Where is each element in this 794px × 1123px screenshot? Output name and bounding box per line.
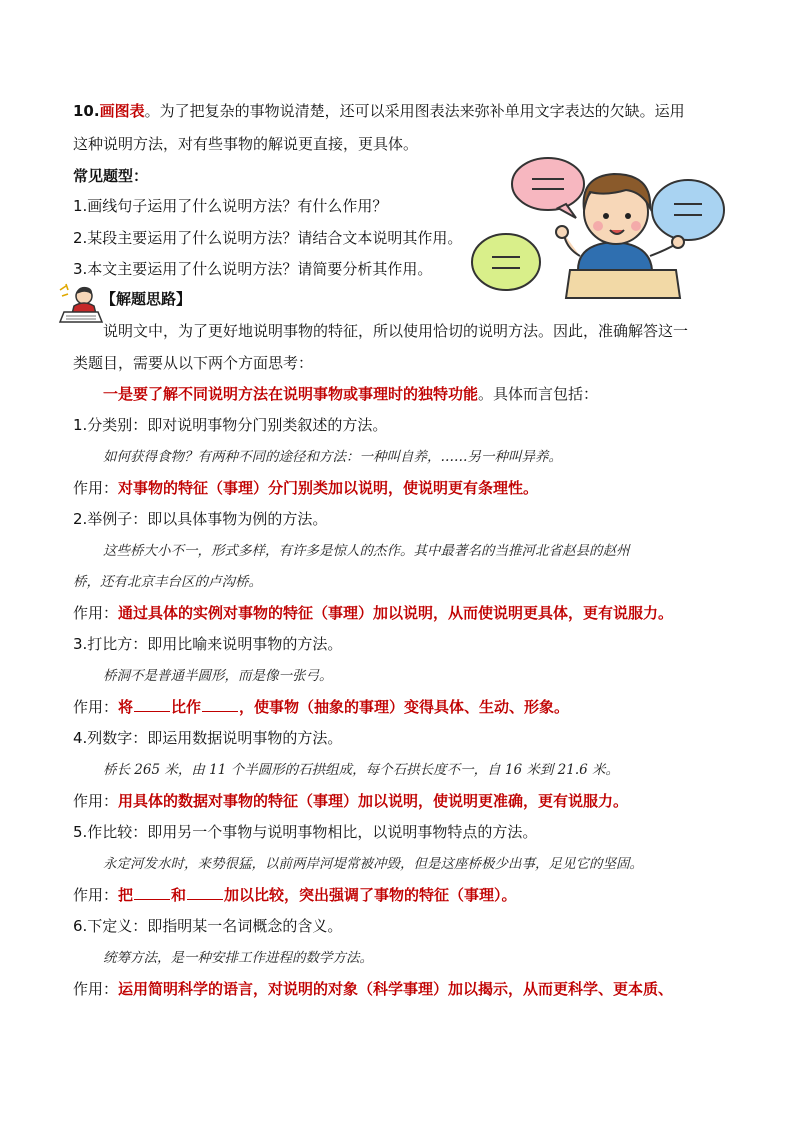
fill-blank [202,697,238,712]
method-1-example: 如何获得食物？有两种不同的途径和方法：一种叫自养，……另一种叫异养。 [103,449,562,465]
method-3-title: 3.打比方：即用比喻来说明事物的方法。 [73,635,343,653]
method-5-effect [73,885,517,905]
point-1-rest: 。具体而言包括： [478,385,599,403]
method-5-example: 永定河发水时，来势很猛，以前两岸河堤常被冲毁，但是这座桥极少出事，足见它的坚固。 [103,856,643,872]
method-3-effect [73,697,569,717]
solution-heading: 【解题思路】 [101,290,192,308]
method-5-effect-c: 加以比较，突出强调了事物的特征（事理）。 [224,886,517,904]
method-1-effect [73,478,538,498]
intro-number: 10. [73,102,100,120]
method-1-effect-text: 对事物的特征（事理）分门别类加以说明，使说明更有条理性。 [118,479,539,497]
method-5-title: 5.作比较：即用另一个事物与说明事物相比，以说明事物特点的方法。 [73,823,538,841]
studying-student-icon [58,282,104,324]
speech-bubble-blue [652,180,724,240]
method-5-effect-b: 和 [171,886,187,904]
intro-line-2: 这种说明方法，对有些事物的解说更直接，更具体。 [73,135,419,153]
method-2-effect-text: 通过具体的实例对事物的特征（事理）加以说明，从而使说明更具体，更有说服力。 [118,604,674,622]
method-6-effect-text: 运用简明科学的语言，对说明的对象（科学事理）加以揭示，从而更科学、更本质、 [118,980,674,998]
question-1: 1.画线句子运用了什么说明方法？有什么作用？ [73,197,388,215]
method-4-example: 桥长 265 米，由 11 个半圆形的石拱组成，每个石拱长度不一，自 16 米到 21.6 米。 [103,762,620,778]
effect-label: 作用： [73,792,119,810]
method-4-title: 4.列数字：即运用数据说明事物的方法。 [73,729,343,747]
method-2-title: 2.举例子：即以具体事物为例的方法。 [73,510,328,528]
effect-label: 作用： [73,698,119,716]
intro-line-1 [73,101,685,121]
intro-term: 画图表 [99,102,145,120]
method-1-title: 1.分类别：即对说明事物分门别类叙述的方法。 [73,416,388,434]
speech-bubble-pink [512,158,584,210]
fill-blank [187,885,223,900]
effect-label: 作用： [73,886,119,904]
solution-para-1: 说明文中，为了更好地说明事物的特征，所以使用恰切的说明方法。因此，准确解答这一 [103,322,689,340]
solution-para-2: 类题目，需要从以下两个方面思考： [73,354,314,372]
podium [566,270,680,298]
question-3: 3.本文主要运用了什么说明方法？请简要分析其作用。 [73,260,433,278]
method-2-effect [73,603,673,623]
method-6-effect [73,979,673,999]
common-heading: 常见题型： [73,167,149,185]
effect-label: 作用： [73,479,119,497]
fill-blank [134,697,170,712]
method-4-effect-text: 用具体的数据对事物的特征（事理）加以说明，使说明更准确，更有说服力。 [118,792,629,810]
method-4-effect [73,791,628,811]
method-6-example: 统筹方法，是一种安排工作进程的数学方法。 [103,950,373,966]
intro-text-1: 。为了把复杂的事物说清楚，还可以采用图表法来弥补单用文字表达的欠缺。运用 [144,102,685,120]
solution-point-1 [103,384,598,404]
question-2: 2.某段主要运用了什么说明方法？请结合文本说明其作用。 [73,229,463,247]
method-3-effect-a: 将 [118,698,134,716]
method-3-effect-b: 比作 [171,698,202,716]
method-2-example-2: 桥，还有北京丰台区的卢沟桥。 [73,574,262,590]
speech-bubble-green [472,234,540,290]
method-6-title: 6.下定义：即指明某一名词概念的含义。 [73,917,343,935]
method-5-effect-a: 把 [118,886,134,904]
method-2-example-1: 这些桥大小不一，形式多样，有许多是惊人的杰作。其中最著名的当推河北省赵县的赵州 [103,543,630,559]
effect-label: 作用： [73,604,119,622]
effect-label: 作用： [73,980,119,998]
point-1-highlight: 一是要了解不同说明方法在说明事物或事理时的独特功能 [103,385,479,403]
teacher-illustration [466,152,726,304]
fill-blank [134,885,170,900]
method-3-example: 桥洞不是普通半圆形，而是像一张弓。 [103,668,333,684]
method-3-effect-c: ，使事物（抽象的事理）变得具体、生动、形象。 [239,698,570,716]
